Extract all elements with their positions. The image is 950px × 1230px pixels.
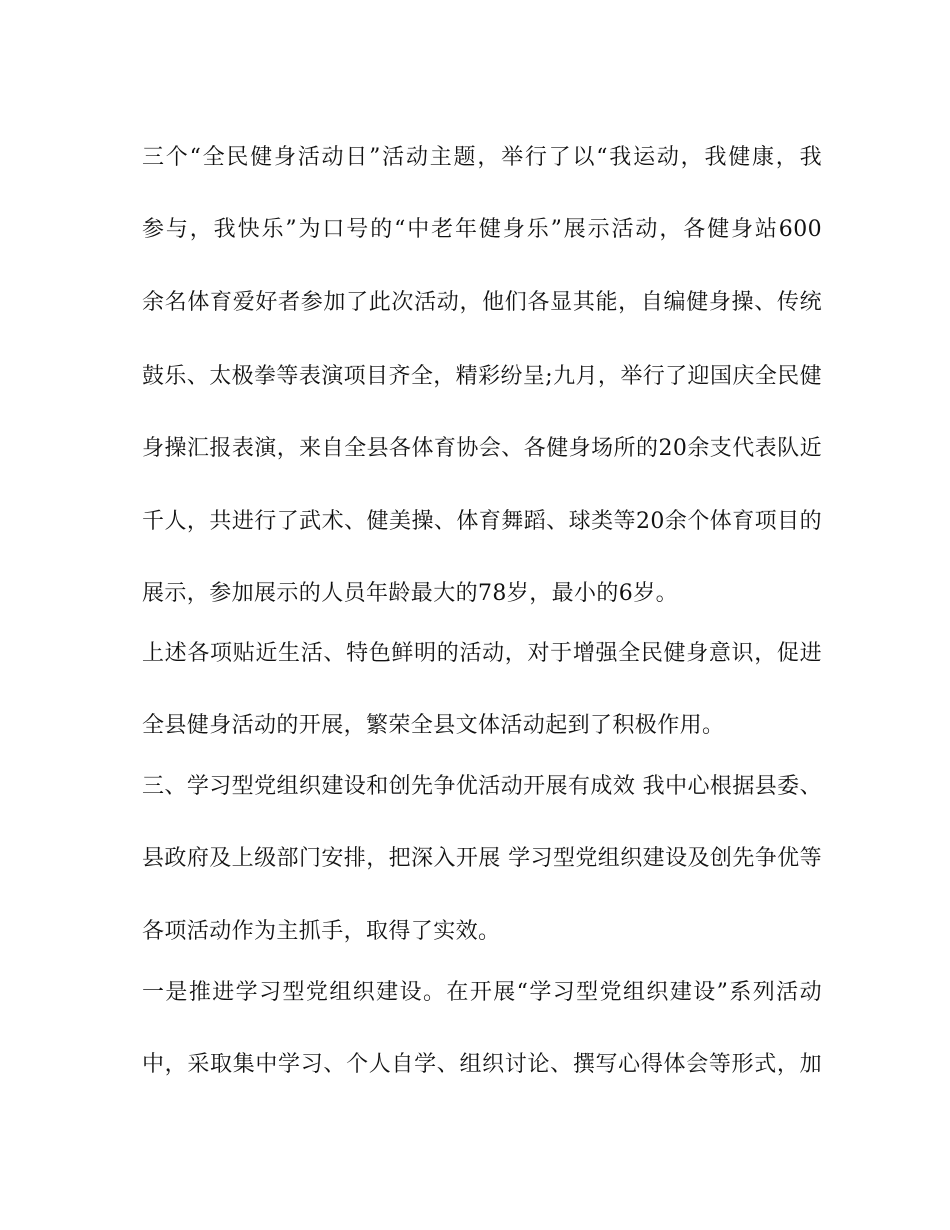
text-line: 上述各项贴近生活、特色鲜明的活动，对于增强全民健身意识，促进: [142, 641, 822, 666]
text-line: 县政府及上级部门安排，把深入开展 学习型党组织建设及创先争优等: [142, 846, 822, 871]
text-line: 展示，参加展示的人员年龄最大的78岁，最小的6岁。: [142, 581, 678, 606]
text-line: 一是推进学习型党组织建设。在开展“学习型党组织建设”系列活动: [142, 980, 822, 1005]
text-line: 参与，我快乐”为口号的“中老年健身乐”展示活动，各健身站600: [142, 217, 822, 242]
text-line: 鼓乐、太极拳等表演项目齐全，精彩纷呈;九月，举行了迎国庆全民健: [142, 364, 822, 389]
text-line: 各项活动作为主抓手，取得了实效。: [142, 919, 501, 944]
text-line: 千人，共进行了武术、健美操、体育舞蹈、球类等20余个体育项目的: [142, 509, 822, 534]
text-line: 三、学习型党组织建设和创先争优活动开展有成效 我中心根据县委、: [142, 774, 822, 799]
text-line: 余名体育爱好者参加了此次活动，他们各显其能，自编健身操、传统: [142, 290, 822, 315]
text-line: 全县健身活动的开展，繁荣全县文体活动起到了积极作用。: [142, 713, 725, 738]
text-line: 身操汇报表演，来自全县各体育协会、各健身场所的20余支代表队近: [142, 436, 822, 461]
text-line: 中，采取集中学习、个人自学、组织讨论、撰写心得体会等形式，加: [142, 1052, 822, 1077]
text-line: 三个“全民健身活动日”活动主题，举行了以“我运动，我健康，我: [142, 145, 822, 170]
